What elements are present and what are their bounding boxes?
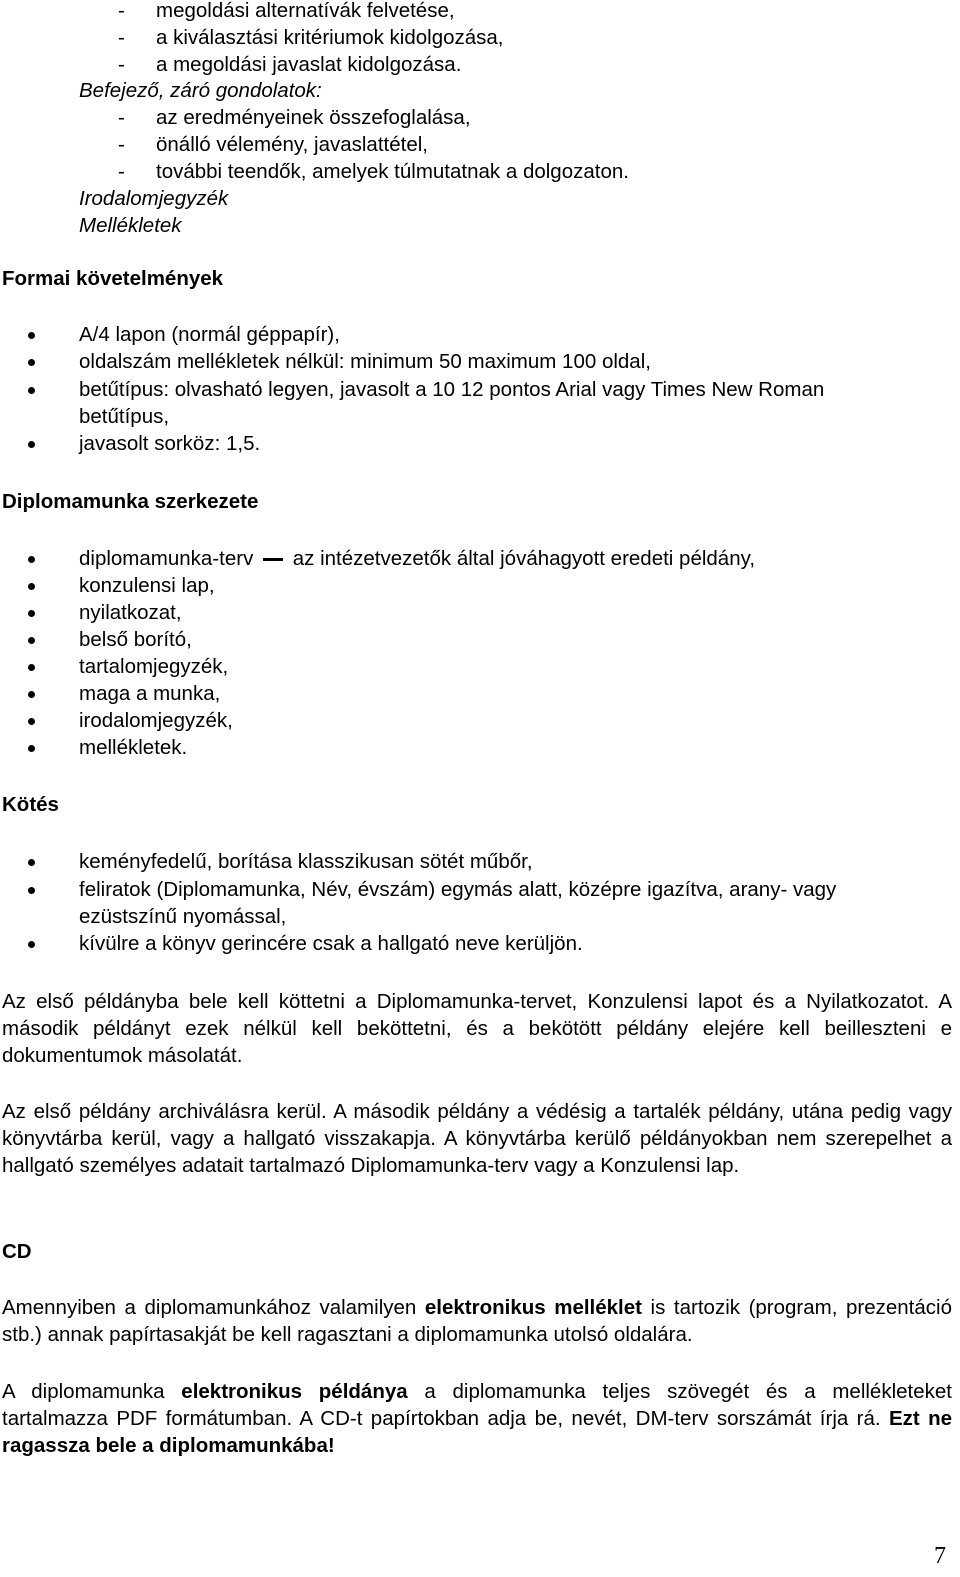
bibliography-label: Irodalomjegyzék (79, 187, 229, 210)
bullet-icon (28, 859, 35, 866)
bullet-icon (28, 387, 35, 394)
bullet-icon (28, 441, 35, 448)
appendices-label: Mellékletek (79, 214, 182, 237)
cd-paragraph-2: A diplomamunka elektronikus példánya a diplomamunka teljes szövegét és a mellékleteket tartalmazza PDF formátumban. A CD-t papírtokban adja be, nevét, DM-terv sorszámát írja rá. Ezt ne ragassza bele a diplomamunkába! (2, 1380, 952, 1457)
bullet-icon (28, 556, 35, 563)
binding-paragraph-2: Az első példány archiválásra kerül. A második példány a védésig a tartalék példány, utána pedig vagy könyvtárba kerül, vagy a hallgató visszakapja. A könyvtárba kerülő példányokban nem szerepelhet a hallgató személyes adatait tartalmazó Diplomamunka-terv vagy a Konzulensi lap. (2, 1100, 952, 1177)
binding-paragraph-1: Az első példányba bele kell köttetni a Diplomamunka-tervet, Konzulensi lapot és a Nyilatkozatot. A második példányt ezek nélkül kell beköttetni, és a bekötött példány elejére kell beilleszteni e dokumentumok másolatát. (2, 990, 952, 1067)
list-item-continuation: betűtípus, (79, 405, 170, 428)
bullet-icon (28, 637, 35, 644)
bullet-icon (28, 332, 35, 339)
list-item-continuation: ezüstszínű nyomással, (79, 905, 287, 928)
bullet-icon (28, 610, 35, 617)
bullet-icon (28, 718, 35, 725)
document-page: - megoldási alternatívák felvetése, - a kiválasztási kritériumok kidolgozása, - a megoldási javaslat kidolgozása. Befejező, záró gondolatok: - az eredményeinek összefoglalása, - önálló vélemény, javaslattétel, - további teendők, amelyek túlmutatnak a dolgozaton. Irodalomjegyzék Mellékletek Formai követelmények A/4 lapon (normál géppapír), oldalszám mellékletek nélkül: minimum 50 maximum 100 oldal, betűtípus: olvasható legyen, javasolt a 10 12 pontos Arial vagy Times New Roman betűtípus, javasolt sorköz: 1,5. Diplomamunka szerkezete diplomamunka-terv az intézetvezetők által jóváhagyott eredeti példány, konzulensi lap, nyilatkozat, belső borító, tartalomjegyzék, maga a munka, irodalomjegyzék, mellékletek. Kötés keményfedelű, borítása klasszikusan sötét műbőr, feliratok (Diplomamunka, Név, évszám) egymás alatt, középre igazítva, arany- vagy ezüstszínű nyomással, kívülre a könyv gerincére csak a hallgató neve kerüljön. Az első példányba bele kell köttetni a Diplomamunka-tervet, Konzulensi lapot és a Nyilatkozatot. A második példányt ezek nélkül kell beköttetni, és a bekötött példány elejére kell beilleszteni e dokumentumok másolatát. Az első példány archiválásra kerül. A második példány a védésig a tartalék példány, utána pedig vagy könyvtárba kerül, vagy a hallgató visszakapja. A könyvtárba kerülő példányokban nem szerepelhet a hallgató személyes adatait tartalmazó Diplomamunka-terv vagy a Konzulensi lap. CD Amennyiben a diplomamunkához valamilyen elektronikus melléklet is tartozik (program, prezentáció stb.) annak papírtasakját be kell ragasztani a diplomamunka utolsó oldalára. A diplomamunka elektronikus példánya a diplomamunka teljes szövegét és a mellékleteket tartalmazza PDF formátumban. A CD-t papírtokban adja be, nevét, DM-terv sorszámát írja rá. Ezt ne ragassza bele a diplomamunkába! 7 (2, 0, 952, 1569)
section-title-formal: Formai követelmények (2, 267, 224, 290)
bullet-icon (28, 887, 35, 894)
bullet-icon (28, 359, 35, 366)
bullet-icon (28, 664, 35, 671)
section-title-cd: CD (2, 1240, 32, 1263)
bullet-icon (28, 941, 35, 948)
closing-heading: Befejező, záró gondolatok: (79, 79, 322, 102)
cd-paragraph-1: Amennyiben a diplomamunkához valamilyen elektronikus melléklet is tartozik (program, prezentáció stb.) annak papírtasakját be kell ragasztani a diplomamunka utolsó oldalára. (2, 1296, 952, 1346)
bullet-icon (28, 583, 35, 590)
bullet-icon (28, 691, 35, 698)
bullet-icon (28, 745, 35, 752)
page-number: 7 (934, 1543, 946, 1569)
section-title-structure: Diplomamunka szerkezete (2, 490, 259, 513)
section-title-binding: Kötés (2, 793, 59, 816)
dash-icon (263, 558, 283, 561)
